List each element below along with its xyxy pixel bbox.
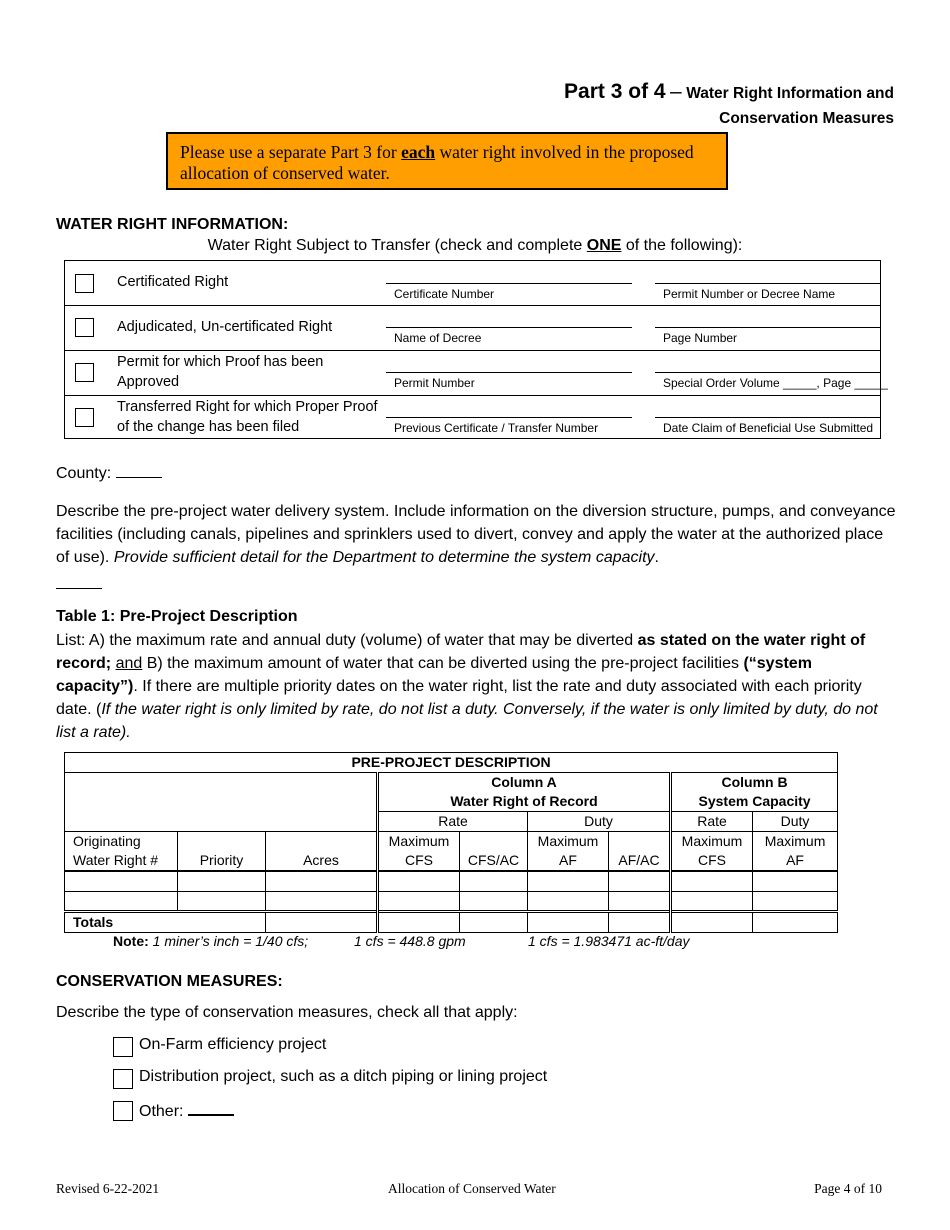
table-cell[interactable] (671, 871, 753, 891)
certificated-right-label: Certificated Right (117, 274, 229, 290)
column-b-label: Column B (721, 774, 788, 790)
notice-box (166, 132, 728, 190)
water-right-row-adjudicated (65, 306, 880, 351)
acres-header (266, 832, 378, 872)
permit-number-decree-field[interactable] (655, 283, 880, 284)
a-maximum-af-header (528, 832, 609, 872)
adjudicated-right-label: Adjudicated, Un-certificated Right (117, 319, 333, 335)
transferred-right-checkbox[interactable] (75, 408, 94, 427)
conservation-instruction: Describe the type of conservation measures, check all that apply: (56, 1004, 518, 1021)
table-cell[interactable] (460, 891, 528, 911)
note-1 (113, 933, 308, 949)
column-b-header (671, 773, 838, 812)
a-af-ac-header (609, 832, 671, 872)
other-checkbox[interactable] (113, 1101, 133, 1121)
a-max-cfs-line1: Maximum (388, 833, 450, 849)
totals-cell[interactable] (460, 911, 528, 932)
note-label: Note: (113, 933, 149, 949)
footer-title: Allocation of Conserved Water (388, 1181, 556, 1196)
conservation-heading: CONSERVATION MEASURES: (56, 973, 283, 990)
a-max-af-line2: AF (559, 852, 577, 868)
table-cell[interactable] (266, 891, 378, 911)
a-max-cfs-line2: CFS (405, 852, 433, 868)
permit-number-caption: Permit Number (394, 376, 475, 390)
column-a-duty-header: Duty (528, 812, 671, 832)
totals-cell[interactable] (609, 911, 671, 932)
instruction-after: of the following): (621, 237, 743, 254)
header-blank (65, 773, 378, 832)
name-of-decree-caption: Name of Decree (394, 331, 482, 345)
page-header-line1 (564, 80, 894, 104)
footer-revised: Revised 6-22-2021 (56, 1181, 160, 1196)
table1-text-2: as stated on the water right of record; (56, 632, 866, 672)
column-b-sublabel: System Capacity (698, 793, 811, 809)
table-row (65, 871, 838, 891)
header-dash: – (670, 80, 682, 103)
totals-cell[interactable] (753, 911, 838, 932)
other-field[interactable] (188, 1100, 234, 1116)
table1-text-5: B) the maximum amount of water that can be diverted using the pre-project facilities (142, 655, 744, 672)
table-cell[interactable] (378, 871, 460, 891)
instruction-emphasis: ONE (586, 237, 622, 254)
totals-label: Totals (65, 911, 266, 932)
b-max-cfs-line1: Maximum (681, 833, 743, 849)
water-right-row-permit (65, 351, 888, 396)
table-cell[interactable] (178, 891, 266, 911)
acres-label: Acres (303, 852, 339, 868)
water-right-heading: WATER RIGHT INFORMATION: (56, 216, 289, 233)
a-af-ac-label: AF/AC (618, 852, 660, 868)
totals-row (65, 911, 838, 932)
on-farm-checkbox[interactable] (113, 1037, 133, 1057)
notice-text-before: Please use a separate Part 3 for (180, 142, 402, 162)
footer-page-number: Page 4 of 10 (814, 1181, 882, 1196)
describe-answer-field[interactable] (56, 588, 102, 589)
table1-heading: Table 1: Pre-Project Description (56, 608, 298, 625)
describe-text: Describe the pre-project water delivery system. Include information on the diversion structure, pumps, and conveyance facilities (including canals, pipelines and sprinklers used to divert, convey and apply the water at the authorized place of use). (56, 503, 896, 566)
totals-cell[interactable] (266, 911, 378, 932)
pre-project-table (64, 752, 838, 933)
table1-text-7: . If there are multiple priority dates on the water right, list the rate and duty associated with each priority date. ( (56, 678, 862, 718)
special-order-field[interactable] (655, 372, 880, 373)
totals-cell[interactable] (378, 911, 460, 932)
water-right-instruction (0, 237, 950, 255)
table1-text-6: (“system capacity”) (56, 655, 812, 695)
a-cfs-ac-header (460, 832, 528, 872)
county-row (56, 462, 162, 483)
b-maximum-af-header (753, 832, 838, 872)
describe-italic: Provide sufficient detail for the Department to determine the system capacity (113, 549, 655, 566)
column-a-label: Column A (491, 774, 557, 790)
distribution-checkbox[interactable] (113, 1069, 133, 1089)
transferred-right-label: Transferred Right for which Proper Proof of the change has been filed (117, 399, 378, 435)
orig-line2: Water Right # (73, 852, 159, 868)
table-row (65, 891, 838, 911)
adjudicated-right-checkbox[interactable] (75, 318, 94, 337)
originating-water-right-header (65, 832, 178, 872)
certificated-right-checkbox[interactable] (75, 274, 94, 293)
table-cell[interactable] (753, 891, 838, 911)
page-number-caption: Page Number (663, 331, 738, 345)
header-title-line2: Conservation Measures (719, 110, 894, 127)
water-right-row-transferred (65, 396, 880, 441)
table1-text-8: If the water right is only limited by rate, do not list a duty. Conversely, if the water is only limited by duty, do not list a rate). (56, 701, 878, 741)
county-label: County: (56, 465, 112, 482)
a-cfs-ac-label: CFS/AC (467, 852, 520, 868)
name-of-decree-field[interactable] (386, 327, 632, 328)
table1-text-1: List: A) the maximum rate and annual duty (volume) of water that may be diverted (56, 632, 638, 649)
orig-line1: Originating (73, 833, 141, 849)
county-field[interactable] (116, 462, 162, 478)
table-cell[interactable] (178, 871, 266, 891)
pre-project-title: PRE-PROJECT DESCRIPTION (65, 753, 838, 773)
note-miner-inch: 1 miner’s inch = 1/40 cfs; (152, 933, 309, 949)
b-max-af-line2: AF (786, 852, 804, 868)
previous-certificate-caption: Previous Certificate / Transfer Number (394, 421, 599, 435)
permit-number-field[interactable] (386, 372, 632, 373)
permit-proof-label: Permit for which Proof has been Approved (117, 354, 324, 390)
priority-label: Priority (199, 852, 244, 868)
b-max-af-line1: Maximum (764, 833, 826, 849)
other-row (139, 1100, 234, 1121)
table-cell[interactable] (753, 871, 838, 891)
table-cell[interactable] (65, 871, 178, 891)
date-claim-field[interactable] (655, 417, 880, 418)
column-a-rate-header: Rate (378, 812, 528, 832)
table1-text-4: and (115, 655, 143, 672)
totals-cell[interactable] (528, 911, 609, 932)
a-max-af-line1: Maximum (537, 833, 599, 849)
table-cell[interactable] (460, 871, 528, 891)
table-cell[interactable] (609, 871, 671, 891)
date-claim-caption: Date Claim of Beneficial Use Submitted (663, 421, 874, 435)
column-a-sublabel: Water Right of Record (450, 793, 598, 809)
column-b-rate-header: Rate (671, 812, 753, 832)
water-right-table (64, 260, 888, 439)
page-number-field[interactable] (655, 327, 880, 328)
water-right-row-certificated (65, 261, 880, 306)
a-maximum-cfs-header (378, 832, 460, 872)
other-label: Other: (139, 1103, 184, 1120)
notice-emphasis: each (401, 142, 436, 162)
table-cell[interactable] (378, 891, 460, 911)
permit-number-decree-caption: Permit Number or Decree Name (663, 287, 836, 301)
certificate-number-caption: Certificate Number (394, 287, 495, 301)
describe-system-paragraph (56, 500, 896, 569)
distribution-label: Distribution project, such as a ditch piping or lining project (139, 1068, 548, 1085)
notice-text-after: water right involved in the proposed allocation of conserved water. (180, 142, 694, 183)
table-cell[interactable] (671, 891, 753, 911)
special-order-caption: Special Order Volume _____, Page _____ (663, 376, 888, 390)
table-cell[interactable] (65, 891, 178, 911)
column-b-duty-header: Duty (753, 812, 838, 832)
certificate-number-field[interactable] (386, 283, 632, 284)
permit-proof-checkbox[interactable] (75, 363, 94, 382)
table-cell[interactable] (266, 871, 378, 891)
note-cfs-gpm: 1 cfs = 448.8 gpm (354, 933, 466, 949)
b-maximum-cfs-header (671, 832, 753, 872)
table-cell[interactable] (528, 891, 609, 911)
priority-header (178, 832, 266, 872)
b-max-cfs-line2: CFS (698, 852, 726, 868)
on-farm-label: On-Farm efficiency project (139, 1036, 327, 1053)
table-cell[interactable] (528, 871, 609, 891)
column-a-header (378, 773, 671, 812)
totals-cell[interactable] (671, 911, 753, 932)
header-title-line1: Water Right Information and (686, 85, 894, 102)
instruction-before: Water Right Subject to Transfer (check and complete (207, 237, 587, 254)
describe-end: . (654, 549, 659, 566)
part-number: Part 3 of 4 (564, 80, 666, 103)
note-cfs-acft: 1 cfs = 1.983471 ac-ft/day (528, 933, 690, 949)
table-cell[interactable] (609, 891, 671, 911)
previous-certificate-field[interactable] (386, 417, 632, 418)
table1-instructions (56, 629, 896, 744)
